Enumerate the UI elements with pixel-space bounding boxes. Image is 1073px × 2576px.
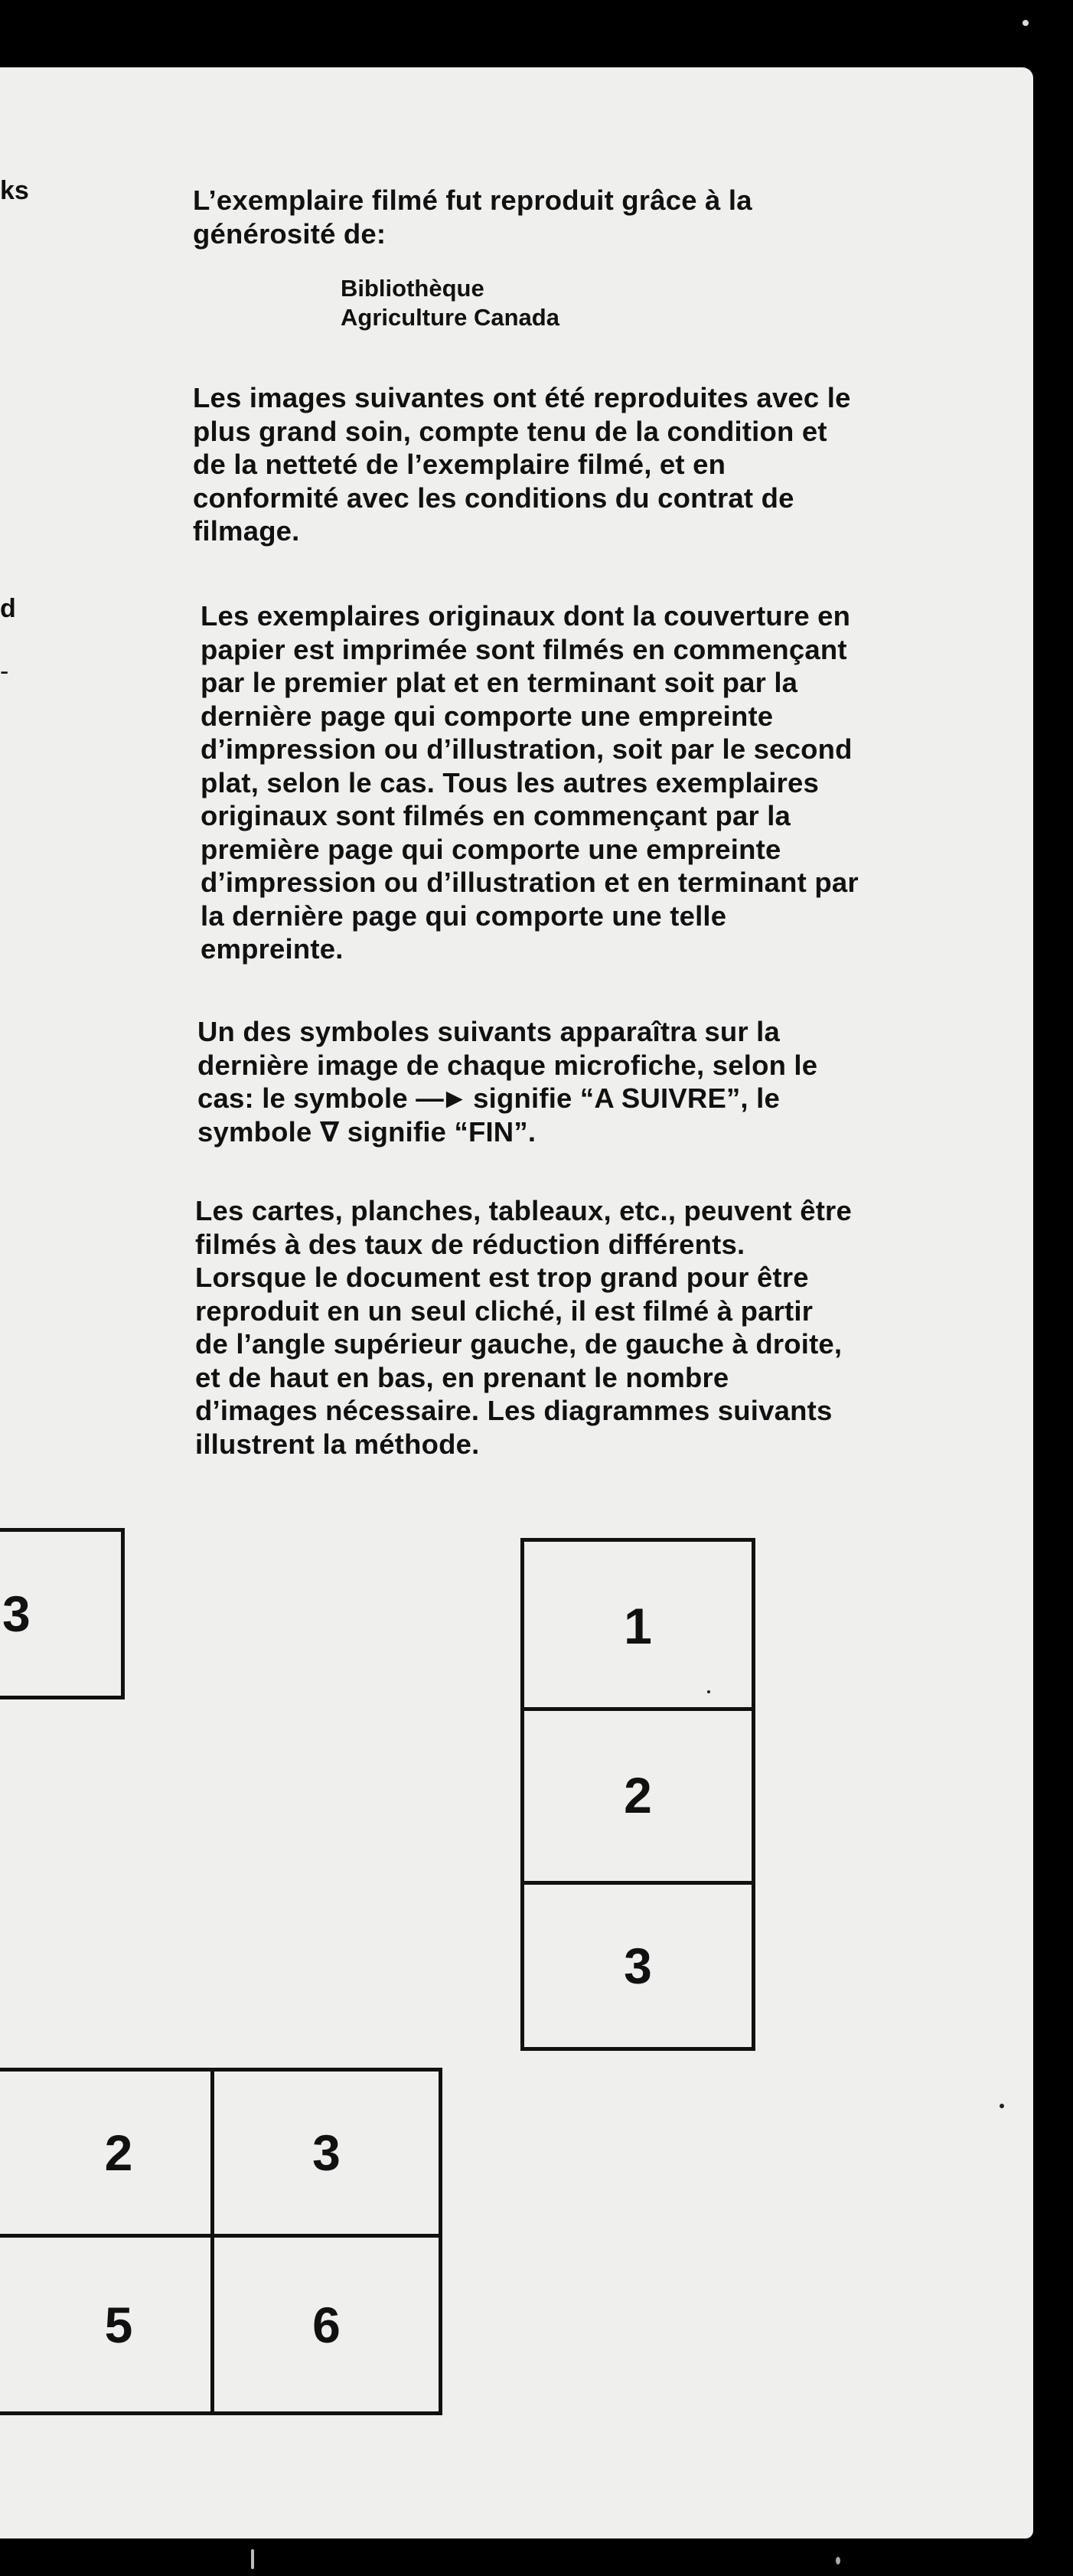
library-line: Agriculture Canada: [341, 304, 559, 331]
edge-fragment-dash: -: [0, 657, 9, 686]
text-line: Lorsque le document est trop grand pour être: [195, 1262, 809, 1293]
diagram-cell: 6: [312, 2296, 341, 2353]
scan-speck: [251, 2549, 254, 2569]
text-segment: cas: le symbole: [197, 1082, 416, 1114]
credit-line: générosité de:: [193, 217, 386, 250]
text-line: d’impression ou d’illustration, soit par le second: [201, 733, 853, 765]
text-line: [197, 1082, 963, 1115]
text-line: papier est imprimée sont filmés en commençant: [201, 633, 847, 665]
text-line: première page qui comporte une empreinte: [201, 833, 781, 865]
text-line: d’impression ou d’illustration et en terminant par: [201, 867, 859, 898]
text-line: de l’angle supérieur gauche, de gauche à droite,: [195, 1328, 843, 1360]
text-line: d’images nécessaire. Les diagrammes suivants: [195, 1395, 833, 1426]
text-line: Les exemplaires originaux dont la couverture en: [201, 600, 851, 632]
paragraph-symbols: [197, 1015, 963, 1148]
diagram-cell: 2: [624, 1767, 652, 1823]
text-line: et de haut en bas, en prenant le nombre: [195, 1361, 729, 1393]
text-line: par le premier plat et en terminant soit par la: [201, 667, 798, 698]
text-line: Les images suivantes ont été reproduites avec le: [193, 382, 851, 413]
edge-fragment-ks: ks: [0, 176, 29, 205]
scan-speck: [707, 1690, 710, 1693]
diagram-grid: [0, 2068, 442, 2415]
text-line: illustrent la méthode.: [195, 1428, 480, 1460]
paragraph-method: [195, 1194, 960, 1461]
text-line: [197, 1115, 963, 1149]
text-segment: signifie “A SUIVRE”, le: [465, 1082, 780, 1114]
library-name: [341, 274, 559, 332]
text-line: la dernière page qui comporte une telle: [201, 899, 727, 932]
diagram-cell: 3: [624, 1938, 652, 1994]
credit-line: L’exemplaire filmé fut reproduit grâce à la: [193, 184, 752, 216]
text-line: Un des symboles suivants apparaîtra sur la: [197, 1016, 780, 1047]
diagram-cell: 3: [312, 2124, 341, 2181]
document-page: [0, 67, 1033, 2538]
text-line: de la netteté de l’exemplaire filmé, et en: [193, 449, 726, 480]
diagram-vertical: [520, 1538, 755, 2051]
scan-speck: [1000, 2104, 1004, 2108]
diagram-cell: 1: [624, 1598, 652, 1654]
text-line: empreinte.: [201, 933, 344, 965]
diagram-cell: 5: [104, 2296, 133, 2353]
text-line: originaux sont filmés en commençant par la: [201, 800, 791, 831]
diagram-cell: 2: [104, 2124, 133, 2181]
credit-statement: [193, 184, 958, 250]
library-line: Bibliothèque: [341, 275, 484, 302]
text-line: reproduit en un seul cliché, il est filmé à partir: [195, 1295, 814, 1327]
text-line: plus grand soin, compte tenu de la condition et: [193, 415, 827, 447]
edge-fragment-d: d: [0, 594, 16, 623]
text-line: filmés à des taux de réduction différents.: [195, 1228, 745, 1260]
text-segment: symbole: [197, 1115, 320, 1148]
diagram-horizontal-fragment: [0, 1528, 125, 1699]
text-line: filmage.: [193, 515, 300, 547]
end-symbol-icon: ∇: [319, 1115, 340, 1148]
text-line: conformité avec les conditions du contrat de: [193, 482, 794, 514]
paragraph-originals: [201, 599, 966, 966]
scan-speck: [1022, 20, 1029, 26]
scan-speck: [836, 2557, 840, 2565]
text-line: plat, selon le cas. Tous les autres exemplaires: [201, 766, 820, 798]
text-line: dernière page qui comporte une empreinte: [201, 700, 774, 732]
arrow-symbol-icon: —►: [416, 1082, 465, 1114]
text-line: dernière image de chaque microfiche, selon le: [197, 1049, 818, 1081]
paragraph-conditions: [193, 381, 958, 548]
text-segment: signifie “FIN”.: [339, 1115, 536, 1148]
diagram-cell: 3: [2, 1585, 31, 1642]
text-line: Les cartes, planches, tableaux, etc., peuvent être: [195, 1195, 852, 1226]
